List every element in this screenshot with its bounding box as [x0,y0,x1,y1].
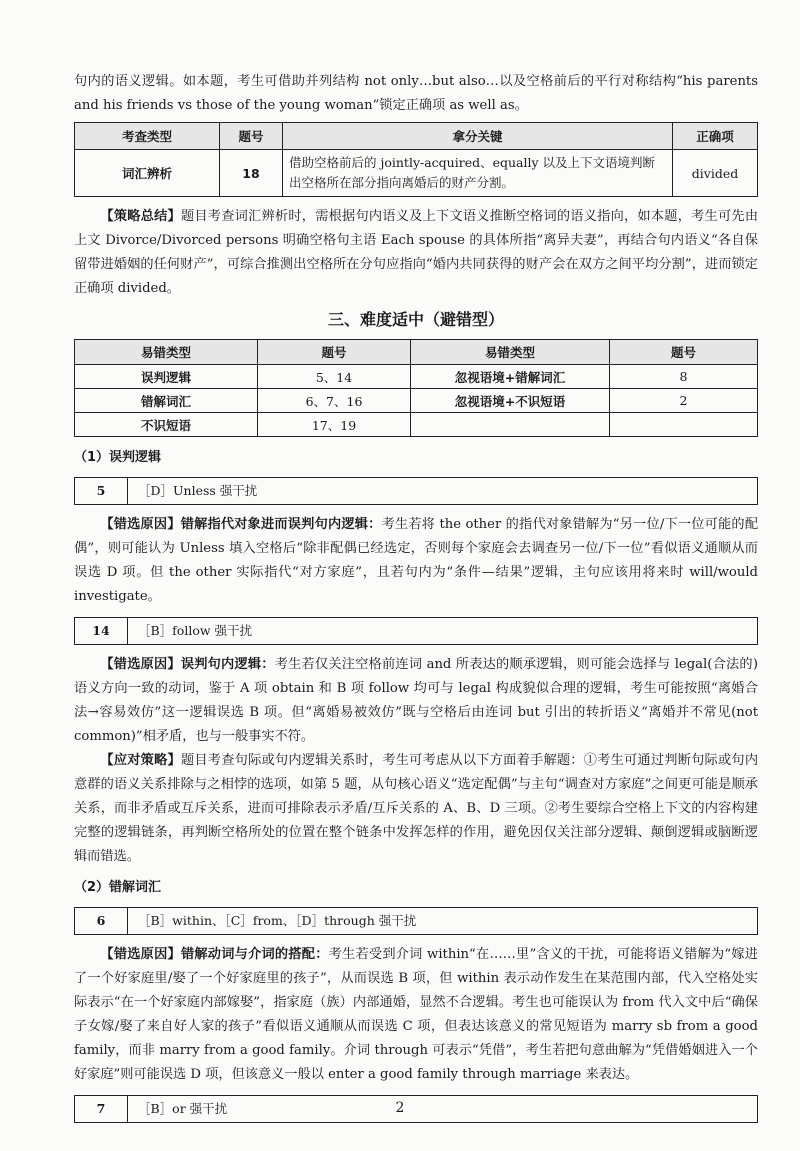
table-header: 易错类型 [75,340,258,365]
table-row [75,413,758,437]
table-header-row [75,340,758,365]
question-number: 7 [75,1096,128,1122]
table-header-row [75,123,758,150]
error-reason-paragraph [74,943,758,1087]
key-point-table [74,122,758,197]
table-cell [411,413,610,437]
table-cell: divided [673,150,758,197]
table-cell [610,413,758,437]
table-row [75,389,758,413]
question-item [74,617,758,645]
page-content [74,70,758,1131]
table-header: 考查类型 [75,123,220,150]
error-reason-text: 考生若将 the other 的指代对象错解为“另一位/下一位可能的配偶”，则可能认为 Unless 填入空格后“除非配偶已经选定，否则每个家庭会去调查另一位/下一位”看似语义通顺从而误选 D 项。但 the other 实际指代“对方家庭”，且若句内为“条件—结果”逻辑，主句应该用将来时 will/would investigate。 [74,517,759,604]
question-number: 6 [75,908,128,934]
coping-strategy-text: 题目考查句际或句内逻辑关系时，考生可考虑从以下方面着手解题：①考生可通过判断句际或句内意群的语义关系排除与之相悖的选项，如第 5 题，从句核心语义“选定配偶”与主句“调查对方家庭”之间更可能是顺承关系，而非矛盾或互斥关系，进而可排除表示矛盾/互斥关系的 A、B、D 三项。②考生要综合空格上下文的内容构建完整的逻辑链条，再判断空格所处的位置在整个链条中发挥怎样的作用，避免因仅关注部分逻辑、颠倒逻辑或脑断逻辑而错选。 [74,753,759,864]
table-header: 题号 [220,123,283,150]
error-reason-heading: 【错选原因】错解动词与介词的搭配： [100,947,329,962]
error-type-table [74,339,758,437]
strategy-summary-text: 题目考查词汇辨析时，需根据句内语义及上下文语义推断空格词的语义指向，如本题，考生可先由上文 Divorce/Divorced persons 明确空格句主语 Each spouse 的具体所指“离异夫妻”，再结合句内语义“各自保留带进婚姻的任何财产”，可综合推测出空格所在分句应指向“婚内共同获得的财产会在双方之间平均分割”，进而锁定正确项 divided。 [74,209,759,296]
table-cell: 错解词汇 [75,389,258,413]
question-item [74,477,758,505]
table-row [75,365,758,389]
table-header: 题号 [610,340,758,365]
table-cell: 词汇辨析 [75,150,220,197]
subsection-title: （2）错解词汇 [74,880,162,895]
error-reason-heading: 【错选原因】错解指代对象进而误判句内逻辑： [100,517,382,532]
error-reason-paragraph [74,513,758,609]
intro-paragraph: 句内的语义逻辑。如本题，考生可借助并列结构 not only…but also…以及空格前后的平行对称结构“his parents and his friends vs those of the young woman”锁定正确项 as well as。 [74,74,758,113]
error-reason-text: 考生若仅关注空格前连词 and 所表达的顺承逻辑，则可能会选择与 legal(合法的) 语义方向一致的动词，鉴于 A 项 obtain 和 B 项 follow 均可与 legal 构成貌似合理的逻辑，考生可能按照“离婚合法→容易效仿”这一逻辑误选 B 项。但“离婚易被效仿”既与空格后由连词 but 引出的转折语义“离婚并不常见(not common)”相矛盾，也与一般事实不符。 [74,657,758,744]
page-number: 2 [395,1100,405,1116]
table-cell: 6、7、16 [258,389,411,413]
coping-strategy-paragraph [74,749,758,869]
table-header: 题号 [258,340,411,365]
table-cell: 17、19 [258,413,411,437]
table-cell: 2 [610,389,758,413]
error-reason-heading: 【错选原因】误判句内逻辑： [100,657,275,672]
table-cell: 不识短语 [75,413,258,437]
error-reason-text: 考生若受到介词 within“在……里”含义的干扰，可能将语义错解为“嫁进了一个好家庭里/娶了一个好家庭里的孩子”，从而误选 B 项，但 within 表示动作发生在某范围内部，代入空格处实际表示“在一个好家庭内部嫁娶”，指家庭（族）内部通婚，显然不合逻辑。考生也可能误认为 from 代入文中后“确保子女嫁/娶了来自好人家的孩子”看似语义通顺从而误选 C 项，但表达该意义的常见短语为 marry sb from a good family，而非 marry from a good family。介词 through 可表示“凭借”，考生若把句意曲解为“凭借婚姻进入一个好家庭”则可能误选 D 项，但该意义一般以 enter a good family through marriage 来表达。 [74,947,758,1082]
table-cell: 忽视语境+不识短语 [411,389,610,413]
table-header: 正确项 [673,123,758,150]
table-cell: 忽视语境+错解词汇 [411,365,610,389]
table-cell: 借助空格前后的 jointly-acquired、equally 以及上下文语境判断出空格所在部分指向离婚后的财产分割。 [283,150,673,197]
table-header: 易错类型 [411,340,610,365]
strategy-summary-paragraph [74,205,758,301]
table-cell: 5、14 [258,365,411,389]
question-number: 14 [75,618,128,644]
distractor-text: ［D］Unless 强干扰 [138,483,258,498]
table-row [75,150,758,197]
distractor-text: ［B］or 强干扰 [138,1101,228,1116]
distractor-text: ［B］within、［C］from、［D］through 强干扰 [138,913,417,928]
question-number: 5 [75,478,128,504]
strategy-summary-heading: 【策略总结】 [100,209,181,224]
table-cell: 误判逻辑 [75,365,258,389]
distractor-text: ［B］follow 强干扰 [138,623,253,638]
question-item [74,907,758,935]
coping-strategy-heading: 【应对策略】 [100,753,181,768]
subsection-title: （1）误判逻辑 [74,450,162,465]
error-reason-paragraph [74,653,758,749]
section-title: 三、难度适中（避错型） [327,310,504,329]
table-cell: 8 [610,365,758,389]
table-header: 拿分关键 [283,123,673,150]
table-cell: 18 [220,150,283,197]
